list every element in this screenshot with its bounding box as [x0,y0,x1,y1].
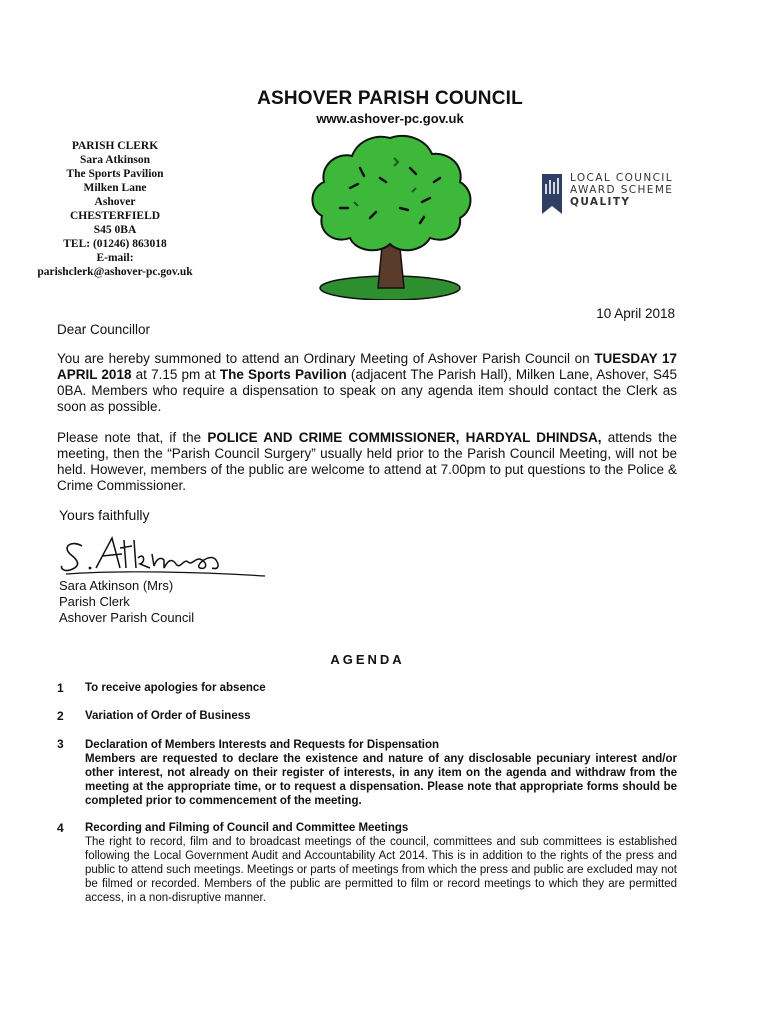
council-website[interactable]: www.ashover-pc.gov.uk [316,111,464,126]
agenda-item-number: 1 [57,681,64,695]
agenda-item-heading: Declaration of Members Interests and Requests for Dispensation [85,739,440,751]
summons-paragraph: You are hereby summoned to attend an Ordinary Meeting of Ashover Parish Council on TUESDAY 17 APRIL 2018 at 7.15 pm at The Sports Pavilion (adjacent The Parish Hall), Milken Lane, Ashover, S45 0BA. Members who require a dispensation to speak on any agenda item should contact the Clerk as soon as possible. [57,351,677,414]
agenda-item-number: 2 [57,709,64,723]
award-line-1: LOCAL COUNCIL [570,172,674,184]
agenda-item-heading: To receive apologies for absence [85,682,266,694]
council-title: ASHOVER PARISH COUNCIL [257,88,523,109]
agenda-item-heading: Variation of Order of Business [85,710,251,722]
clerk-line: Sara Atkinson [80,154,150,166]
agenda-item-body: The right to record, film and to broadcast meetings of the council, committees and sub committees is established following the Local Government Audit and Accountability Act 2014. This is in addition to the rights of the press and public to attend such meetings. Meetings or parts of meetings from which the press and public are excluded may not be filmed or recorded. Members of the public are permitted to film or record meetings to which they are permitted access, in a non-disruptive manner. [85,836,677,904]
award-line-2: AWARD SCHEME [570,184,674,196]
clerk-line: PARISH CLERK [71,140,159,152]
award-line-3: QUALITY [570,196,631,208]
clerk-line: S45 0BA [93,224,137,236]
commissioner-paragraph: Please note that, if the POLICE AND CRIME COMMISSIONER, HARDYAL DHINDSA, attends the meeting, then the “Parish Council Surgery” usually held prior to the Parish Council Meeting, will not be held. However, members of the public are welcome to attend at 7.00pm to put questions to the Police & Crime Commissioner. [57,430,677,493]
commissioner-name: POLICE AND CRIME COMMISSIONER, HARDYAL DHINDSA, [207,430,602,445]
clerk-email[interactable]: parishclerk@ashover-pc.gov.uk [37,266,193,278]
tree-logo-icon [290,128,490,300]
signer-name: Sara Atkinson (Mrs) [59,578,174,593]
agenda-title: AGENDA [330,652,405,667]
agenda-item [85,821,677,905]
clerk-contact-block [10,139,220,279]
signer-role: Parish Clerk [59,594,130,609]
agenda-item-heading: Recording and Filming of Council and Committee Meetings [85,822,409,834]
letter-date: 10 April 2018 [596,306,675,321]
clerk-line: E-mail: [96,252,134,264]
agenda-item-number: 4 [57,821,64,835]
meeting-venue: The Sports Pavilion [219,367,347,382]
signer-organisation: Ashover Parish Council [59,610,195,625]
clerk-line: CHESTERFIELD [69,210,161,222]
agenda-item [85,709,677,723]
signer-block [59,578,194,626]
agenda-item-body: Members are requested to declare the existence and nature of any disclosable pecuniary interest and/or other interest, not already on their register of interests, in any item on the agenda and withdraw from the meeting at the appropriate time, or to request a dispensation. Please note that appropriate forms should be completed prior to commencement of the meeting. [85,753,677,807]
signature-image [60,530,270,578]
award-scheme-emblem-icon [538,170,566,218]
agenda-item-number: 3 [57,737,64,751]
award-scheme-logo [538,168,698,220]
agenda-item [85,681,677,695]
meeting-date: TUESDAY 17 APRIL 2018 [57,351,677,382]
closing: Yours faithfully [59,507,150,523]
clerk-line: TEL: (01246) 863018 [63,238,167,250]
clerk-line: The Sports Pavilion [66,168,164,180]
salutation: Dear Councillor [57,322,151,337]
agenda-item [85,738,677,808]
clerk-line: Milken Lane [83,182,147,194]
clerk-line: Ashover [94,196,136,208]
